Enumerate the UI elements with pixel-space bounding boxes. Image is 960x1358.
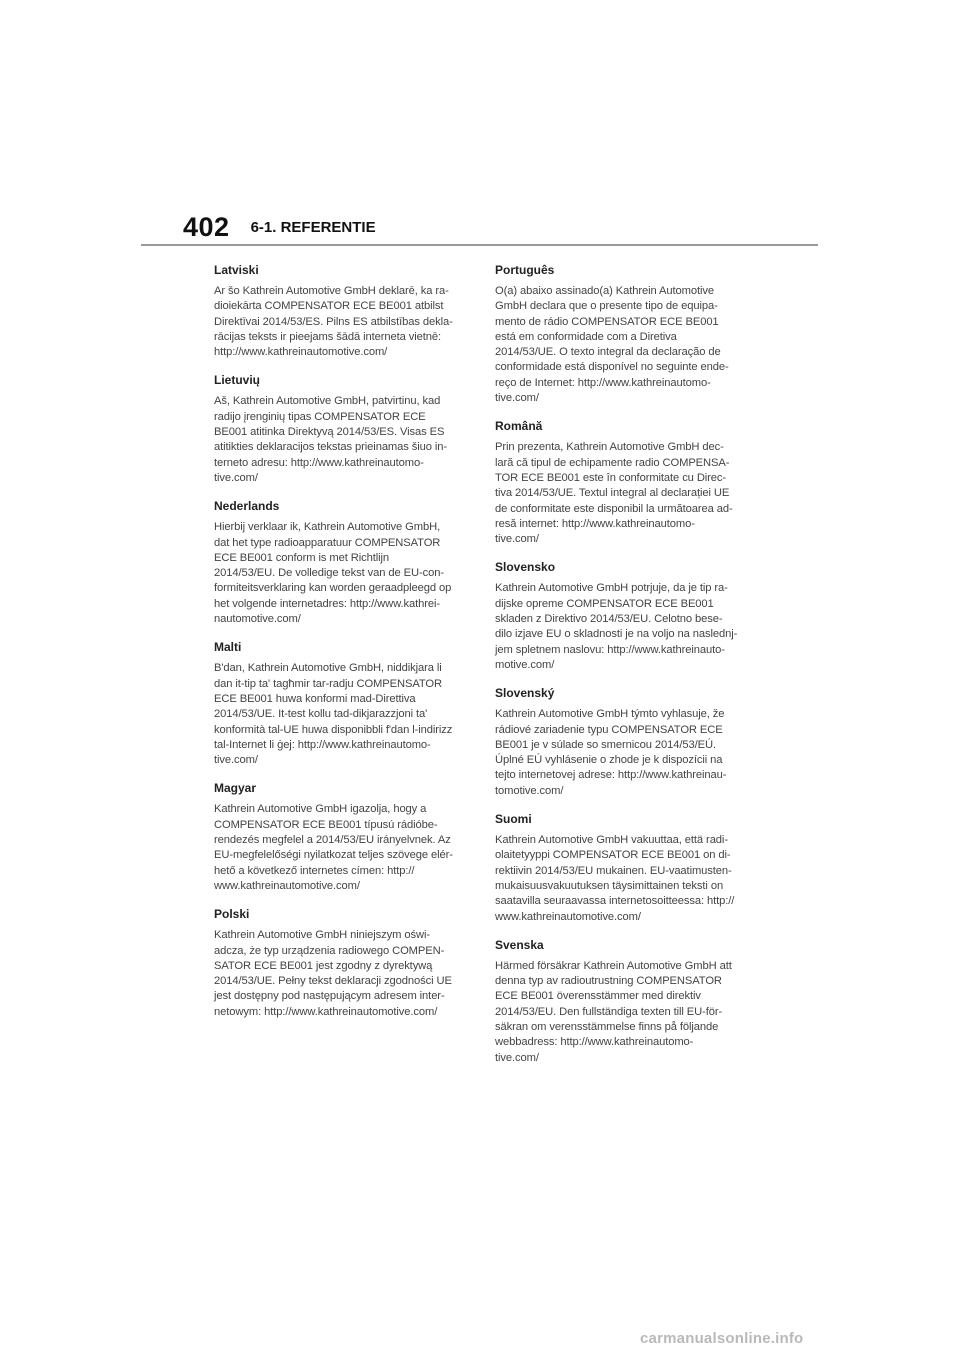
section-title: Slovenský [495, 686, 555, 701]
right-column [495, 262, 749, 1078]
section-text: Härmed försäkrar Kathrein Automotive GmbH att denna typ av radioutrustning COMPENSATOR ECE BE001 överensstämmer med direktiv 2014/53/EU. Den fullständiga texten till EU-för- säkran om verensstämmelse finns på följande webbadress: http://www.kathreinautomo- tive.com/ [495, 959, 732, 1064]
chapter-title: 6-1. REFERENTIE [250, 219, 376, 236]
section-lietuviu [214, 372, 468, 486]
section-text: Kathrein Automotive GmbH potrjuje, da je tip ra- dijske opreme COMPENSATOR ECE BE001 skladen z Direktivo 2014/53/EU. Celotno bese- dilo izjave EU o skladnosti je na voljo na naslednj- jem spletnem naslovu: http://www.kathreinauto- motive.com/ [495, 582, 738, 671]
section-malti [214, 639, 468, 768]
section-text: Kathrein Automotive GmbH týmto vyhlasuje, že rádiové zariadenie typu COMPENSATOR ECE BE001 je v súlade so smernicou 2014/53/EÚ. Úplné EÚ vyhlásenie o zhode je k dispozícii na tejto internetovej adrese: http://www.kathreinau- tomotive.com/ [495, 708, 727, 797]
section-polski [214, 906, 468, 1020]
page-header [183, 212, 376, 243]
section-suomi [495, 811, 749, 925]
section-title: Português [495, 263, 555, 277]
section-title: Suomi [495, 812, 532, 827]
section-text: Kathrein Automotive GmbH igazolja, hogy a COMPENSATOR ECE BE001 típusú rádióbe- rendezés megfelel a 2014/53/EU irányelvnek. Az EU-megfelelőségi nyilatkozat teljes szövege elér- hető a következő internetes címen: http:// www.kathreinautomotive.com/ [214, 803, 453, 892]
section-romana [495, 418, 749, 547]
section-title: Latviski [214, 263, 259, 277]
section-slovensko [495, 559, 749, 673]
section-title: Polski [214, 907, 250, 922]
section-text: Kathrein Automotive GmbH vakuuttaa, että radi- olaitetyyppi COMPENSATOR ECE BE001 on di- rektiivin 2014/53/EU mukainen. EU-vaatimusten- mukaisuusvakuutuksen täysimittainen teksti on saatavilla seuraavassa internetosoitteessa: http:// www.kathreinautomotive.com/ [495, 834, 735, 923]
section-text: Ar šo Kathrein Automotive GmbH deklarē, ka ra- dioiekārta COMPENSATOR ECE BE001 atbilst Direktīvai 2014/53/ES. Pilns ES atbilstības dekla- rācijas teksts ir pieejams šādā interneta vietnē: http://www.kathreinautomotive.com/ [214, 285, 453, 359]
section-svenska [495, 937, 749, 1066]
section-text: Hierbij verklaar ik, Kathrein Automotive GmbH, dat het type radioapparatuur COMPENSATOR ECE BE001 conform is met Richtlijn 2014/53/EU. De volledige tekst van de EU-con- formiteitsverklaring kan worden geraadpleegd op het volgende internetadres: http://www.kathrei- nautomotive.com/ [214, 521, 452, 626]
section-title: Slovensko [495, 560, 556, 575]
section-title: Magyar [214, 781, 257, 796]
section-slovensky [495, 685, 749, 799]
section-magyar [214, 780, 468, 894]
page-number: 402 [183, 212, 230, 242]
left-column [214, 262, 468, 1032]
section-portugues [495, 262, 749, 406]
section-text: Kathrein Automotive GmbH niniejszym oświ- adcza, że typ urządzenia radiowego COMPEN- SATOR ECE BE001 jest zgodny z dyrektywą 2014/53/UE. Pełny tekst deklaracji zgodności UE jest dostępny pod następującym adresem inter- netowym: http://www.kathreinautomotive.com/ [214, 929, 452, 1018]
section-title: Română [495, 419, 543, 434]
section-title: Lietuvių [214, 373, 261, 388]
section-text: Aš, Kathrein Automotive GmbH, patvirtinu, kad radijo įrenginių tipas COMPENSATOR ECE BE001 atitinka Direktyvą 2014/53/ES. Visas ES atitikties deklaracijos tekstas prieinamas šiuo in- terneto adresu: http://www.kathreinautomo- tive.com/ [214, 395, 448, 484]
header-divider [141, 244, 818, 246]
section-text: B'dan, Kathrein Automotive GmbH, niddikjara li dan it-tip ta' tagħmir tar-radju COMPENSATOR ECE BE001 huwa konformi mad-Direttiva 2014/53/UE. It-test kollu tad-dikjarazzjoni ta' konformità tal-UE huwa disponibbli f'dan l-indirizz tal-Internet li ġej: http://www.kathreinautomo- tive.com/ [214, 662, 453, 767]
section-text: Prin prezenta, Kathrein Automotive GmbH dec- lară că tipul de echipamente radio COMPENSA- TOR ECE BE001 este în conformitate cu Direc- tiva 2014/53/UE. Textul integral al declarației UE de conformitate este disponibil la următoarea ad- resă internet: http://www.kathreinautomo- tive.com/ [495, 441, 733, 546]
section-title: Malti [214, 640, 242, 655]
section-title: Nederlands [214, 499, 280, 514]
section-latviski [214, 262, 468, 360]
section-nederlands [214, 498, 468, 627]
section-title: Svenska [495, 937, 544, 952]
section-text: O(a) abaixo assinado(a) Kathrein Automotive GmbH declara que o presente tipo de equipa- mento de rádio COMPENSATOR ECE BE001 está em conformidade com a Diretiva 2014/53/UE. O texto integral da declaração de conformidade está disponível no seguinte ende- reço de Internet: http://www.kathreinautomo- tive.com/ [495, 285, 729, 405]
watermark: carmanualsonline.info [640, 1330, 804, 1347]
